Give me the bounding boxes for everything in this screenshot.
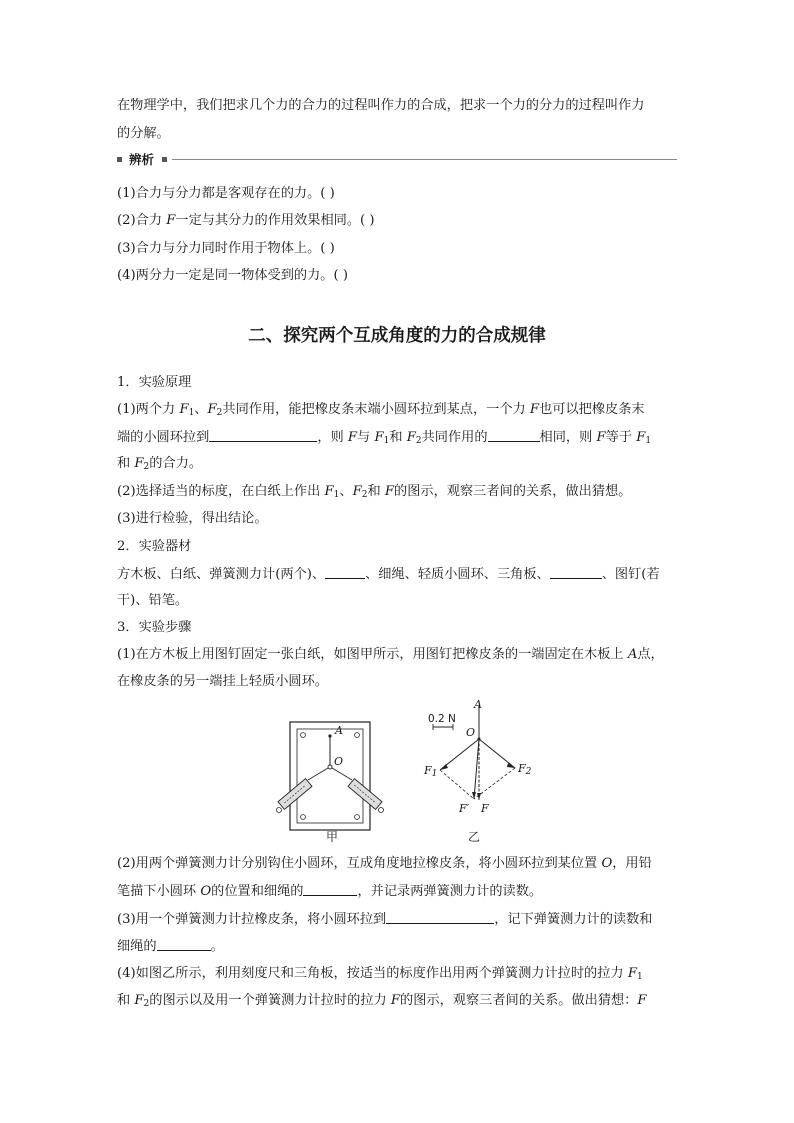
- analysis-item-1: (1)合力与分力都是客观存在的力。( ): [117, 186, 335, 201]
- step-4-line-1: (4)如图乙所示，利用刻度尺和三角板，按适当的标度作出用两个弹簧测力计拉时的拉力 $F_1$: [117, 966, 643, 982]
- spring-balance-right: [348, 779, 382, 810]
- label-f2: $F_2$: [518, 762, 532, 777]
- label-o: O: [466, 726, 476, 739]
- experiment-figure: [270, 700, 530, 845]
- analysis-label: 辨析: [129, 152, 155, 167]
- analysis-heading: [117, 151, 677, 169]
- section-title: 二、探究两个互成角度的力的合成规律: [248, 326, 546, 346]
- heading-square-icon: [117, 157, 122, 162]
- analysis-item-2: (2)合力 F一定与其分力的作用效果相同。( ): [117, 213, 375, 228]
- step-3-line-2: 细绳的 。: [117, 939, 224, 954]
- thumbtack-icon: [301, 733, 306, 738]
- steps-heading: 3．实验步骤: [117, 620, 192, 635]
- label-o: O: [334, 755, 344, 768]
- equipment-line-1: 方木板、白纸、弹簧测力计(两个)、 、细绳、轻质小圆环、三角板、 、图钉(若: [117, 567, 660, 582]
- label-a: A: [474, 698, 482, 711]
- step-2-line-1: (2)用两个弹簧测力计分别钩住小圆环，互成角度地拉橡皮条，将小圆环拉到某位置 O，用铅: [117, 856, 652, 871]
- principle-line-2: 端的小圆环拉到 ，则 F与 $F_1$和 $F_2$共同作用的 相同，则 F等于 $F_1$: [117, 430, 652, 446]
- intro-line-2: 的分解。: [117, 126, 170, 141]
- equipment-heading: 2．实验器材: [117, 539, 192, 554]
- fill-blank: [386, 911, 494, 924]
- step-3-line-1: (3)用一个弹簧测力计拉橡皮条，将小圆环拉到 ，记下弹簧测力计的读数和: [117, 912, 653, 927]
- label-f: F: [481, 802, 489, 815]
- thumbtack-icon: [355, 733, 360, 738]
- principle-line-3: 和 $F_2$的合力。: [117, 456, 203, 472]
- spring-balance-left: [278, 779, 312, 810]
- scale-label: 0.2 N: [428, 713, 456, 725]
- fill-blank: [488, 429, 540, 442]
- label-f1: $F_1$: [424, 764, 438, 779]
- intro-line-1: 在物理学中，我们把求几个力的合力的过程叫作力的合成，把求一个力的分力的过程叫作力: [117, 98, 645, 113]
- caption-yi: 乙: [468, 830, 481, 844]
- fill-blank: [325, 566, 365, 579]
- heading-divider: [172, 159, 677, 160]
- force-fprime-arrow: [474, 739, 479, 799]
- heading-square-icon: [162, 157, 167, 162]
- caption-jia: 甲: [326, 830, 339, 844]
- fill-blank: [550, 566, 602, 579]
- label-fprime: F′: [459, 802, 470, 815]
- step-2-line-2: 笔描下小圆环 O的位置和细绳的 ，并记录两弹簧测力计的读数。: [117, 884, 543, 899]
- small-ring: [328, 765, 332, 769]
- principle-line-4: (2)选择适当的标度，在白纸上作出 $F_1$、$F_2$和 F的图示，观察三者间的关系，做出猜想。: [117, 484, 632, 500]
- step-1-line-1: (1)在方木板上用图钉固定一张白纸，如图甲所示，用图钉把橡皮条的一端固定在木板上 A点，: [117, 647, 664, 662]
- principle-line-1: (1)两个力 $F_1$、$F_2$共同作用，能把橡皮条末端小圆环拉到某点，一个力 F也可以把橡皮条末: [117, 402, 645, 418]
- figure-drawing: [270, 700, 530, 845]
- fill-blank: [157, 938, 211, 951]
- analysis-item-4: (4)两分力一定是同一物体受到的力。( ): [117, 268, 348, 283]
- step-4-line-2: 和 $F_2$的图示以及用一个弹簧测力计拉时的拉力 F的图示，观察三者间的关系。做出猜想：F: [117, 993, 647, 1009]
- principle-line-5: (3)进行检验，得出结论。: [117, 511, 268, 526]
- label-a: A: [335, 724, 343, 737]
- fill-blank: [303, 883, 357, 896]
- equipment-line-2: 干)、铅笔。: [117, 593, 189, 608]
- step-1-line-2: 在橡皮条的另一端挂上轻质小圆环。: [117, 674, 328, 689]
- principle-heading: 1．实验原理: [117, 375, 192, 390]
- force-f2-arrow: [479, 739, 515, 768]
- analysis-item-3: (3)合力与分力同时作用于物体上。( ): [117, 241, 335, 256]
- thumbtack-icon: [355, 815, 360, 820]
- fill-blank: [209, 429, 317, 442]
- thumbtack-icon: [301, 815, 306, 820]
